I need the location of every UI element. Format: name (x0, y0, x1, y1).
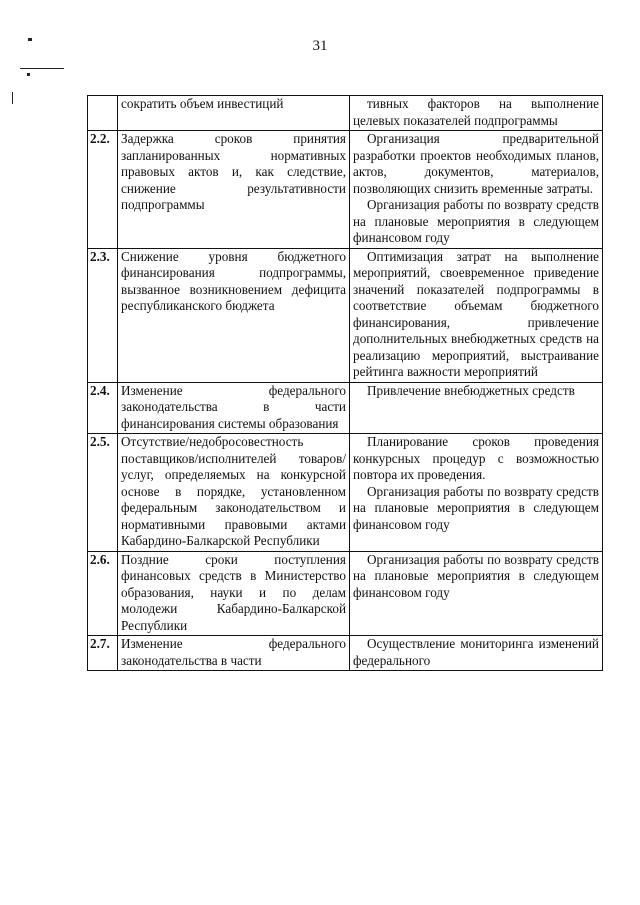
risk-measures-table (87, 95, 603, 671)
table-row (88, 434, 603, 552)
measures-cell (350, 248, 603, 382)
page-number: 31 (312, 38, 328, 54)
risk-description: Изменение федерального законодательства в части (118, 636, 350, 671)
measures-cell (350, 131, 603, 249)
table-row (88, 131, 603, 249)
measure-text: Организация предварительной разработки проектов необходимых планов, актов, документов, материалов, позволяющих снизить временные затраты. (353, 131, 599, 196)
row-number: 2.2. (88, 131, 118, 249)
risk-description: Изменение федерального законодательства в части финансирования системы образования (118, 382, 350, 434)
row-number: 2.7. (88, 636, 118, 671)
measures-cell (350, 551, 603, 636)
measure-text: Оптимизация затрат на выполнение мероприятий, своевременное приведение значений показателей подпрограммы в соответствие объемам бюджетного финансирования, привлечение дополнительных внебюджетных средств на реализацию мероприятий, выстраивание рейтинга важности мероприятий (353, 248, 599, 379)
table-row (88, 636, 603, 671)
measure-text: Организация работы по возврату средств на плановые мероприятия в следующем финансовом году (353, 551, 599, 600)
table-row (88, 551, 603, 636)
row-number: 2.5. (88, 434, 118, 552)
measures-cell (350, 636, 603, 671)
table-row (88, 96, 603, 131)
scan-mark (28, 38, 32, 41)
row-number (88, 96, 118, 131)
row-number: 2.4. (88, 382, 118, 434)
scan-mark (20, 68, 64, 69)
table-row (88, 248, 603, 382)
risk-description: Задержка сроков принятия запланированных нормативных правовых актов и, как следствие, снижение результативности подпрограммы (118, 131, 350, 249)
measure-text: Планирование сроков проведения конкурсных процедур с возможностью повтора их проведения. (353, 434, 599, 482)
measure-text: Организация работы по возврату средств на плановые мероприятия в следующем финансовом году (353, 483, 599, 532)
measures-cell (350, 434, 603, 552)
measure-text: Организация работы по возврату средств на плановые мероприятия в следующем финансовом году (353, 197, 599, 245)
row-number: 2.3. (88, 248, 118, 382)
row-number: 2.6. (88, 551, 118, 636)
table-row (88, 382, 603, 434)
scan-mark (27, 73, 30, 76)
measure-text: Привлечение внебюджетных средств (367, 382, 575, 398)
measure-text: тивных факторов на выполнение целевых показателей подпрограммы (353, 96, 599, 128)
scan-mark (12, 92, 13, 104)
risk-description: Поздние сроки поступления финансовых средств в Министерство образования, науки и по делам молодежи Кабардино-Балкарской Республики (118, 551, 350, 636)
measures-cell (350, 382, 603, 434)
measures-cell (350, 96, 603, 131)
risk-description: Отсутствие/недобросовестность поставщиков/исполнителей товаров/услуг, определяемых на конкурсной основе в порядке, установленном федеральным законодательством и нормативными правовыми актами Кабардино-Балкарской Республики (118, 434, 350, 552)
risk-description: Снижение уровня бюджетного финансирования подпрограммы, вызванное возникновением дефицита республиканского бюджета (118, 248, 350, 382)
measure-text: Осуществление мониторинга изменений федерального (353, 636, 599, 668)
risk-description: сократить объем инвестиций (118, 96, 350, 131)
